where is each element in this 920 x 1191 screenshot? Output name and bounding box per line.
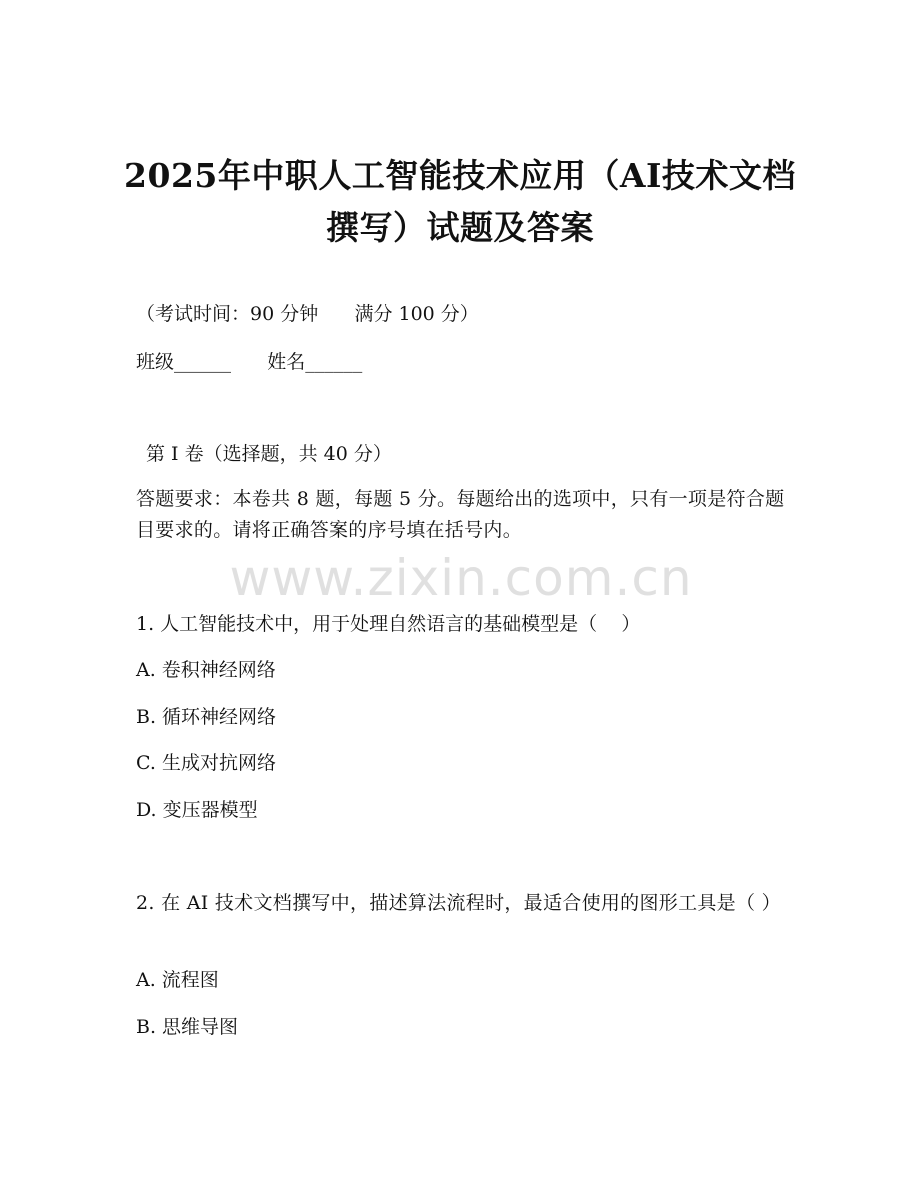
question-2-stem: 2. 在 AI 技术文档撰写中，描述算法流程时，最适合使用的图形工具是（ ） — [136, 892, 781, 914]
question-1-stem: 1. 人工智能技术中，用于处理自然语言的基础模型是（ ） — [136, 613, 641, 635]
title-line-1: 2025年中职人工智能技术应用（AI技术文档 — [124, 156, 796, 195]
document-title — [100, 150, 820, 254]
question-1-option-b: B. 循环神经网络 — [136, 706, 277, 728]
question-2-option-b: B. 思维导图 — [136, 1016, 239, 1038]
exam-info: （考试时间：90 分钟 满分 100 分） — [136, 303, 479, 325]
title-line-2: 撰写）试题及答案 — [326, 208, 594, 247]
answer-instructions: 答题要求：本卷共 8 题，每题 5 分。每题给出的选项中，只有一项是符合题目要求的。请将正确答案的序号填在括号内。 — [136, 488, 785, 541]
section-heading: 第 I 卷（选择题，共 40 分） — [146, 443, 392, 465]
question-1-option-a: A. 卷积神经网络 — [136, 659, 276, 681]
class-name-fields: 班级______ 姓名______ — [136, 351, 363, 373]
watermark: www.zixin.com.cn — [229, 549, 693, 607]
question-1-option-c: C. 生成对抗网络 — [136, 752, 276, 774]
question-2-option-a: A. 流程图 — [136, 969, 219, 991]
question-1-option-d: D. 变压器模型 — [136, 799, 258, 821]
